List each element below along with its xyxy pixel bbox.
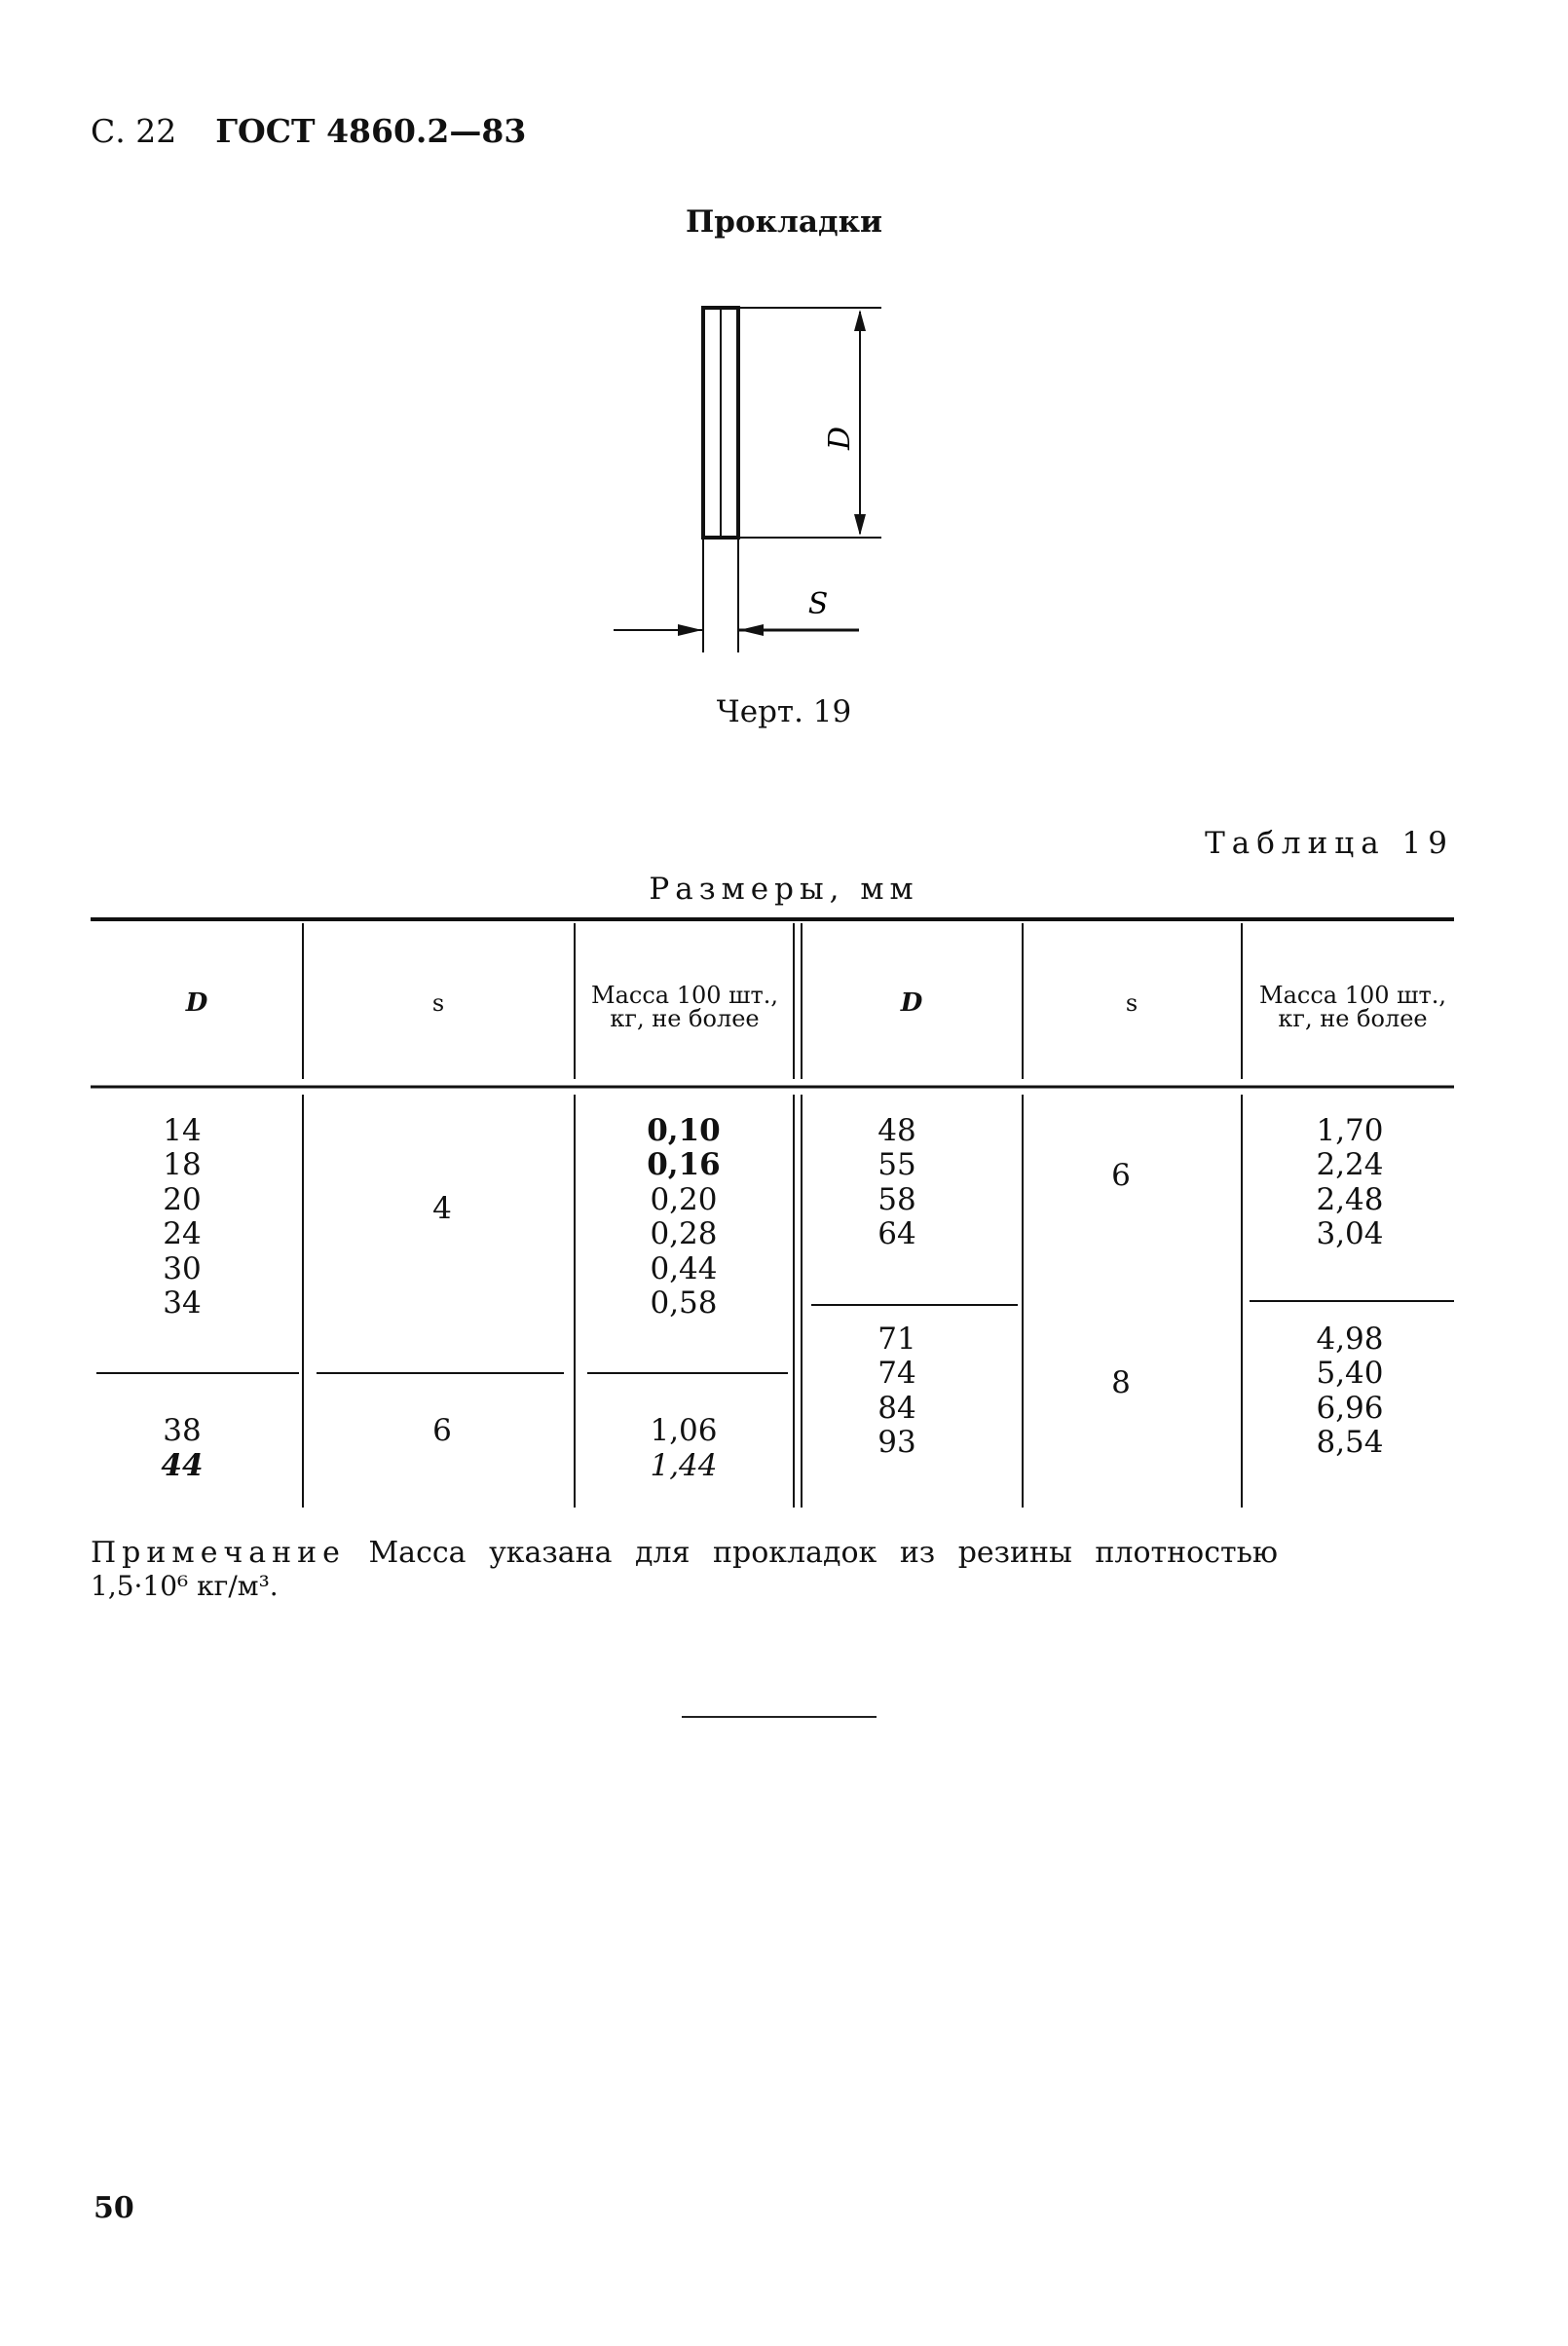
arrow-down-icon [854,514,866,536]
dim-label-s: S [807,587,829,621]
drawing-caption: Черт. 19 [716,694,852,729]
cell-s: 6 [432,1413,452,1448]
cell-d: 14 [163,1113,202,1148]
cell-mass: 2,48 [1316,1182,1384,1217]
cell-d: 44 [161,1448,204,1483]
cell-d: 24 [163,1216,202,1251]
cell-d: 64 [877,1216,916,1251]
cell-mass: 4,98 [1316,1322,1384,1357]
cell-d: 74 [877,1356,916,1391]
cell-mass: 0,44 [650,1251,718,1286]
page-number: 50 [93,2191,134,2225]
table-units: Размеры, мм [649,872,919,907]
section-title: Прокладки [686,205,882,240]
cell-mass: 0,16 [647,1147,721,1182]
cell-mass: 6,96 [1316,1391,1384,1426]
cell-s: 6 [1111,1158,1131,1193]
cell-d: 93 [877,1425,916,1460]
cell-d: 84 [877,1391,916,1426]
cell-mass: 5,40 [1316,1356,1384,1391]
table-title: Таблица 19 [1205,826,1454,861]
cell-mass: 0,10 [647,1113,721,1148]
cell-d: 34 [163,1285,202,1321]
note-text: Масса указана для прокладок из резины плотностью [368,1536,1279,1570]
cell-d: 55 [877,1147,916,1182]
cell-mass: 1,06 [650,1413,718,1448]
cell-d: 30 [163,1251,202,1286]
cell-mass: 3,04 [1316,1216,1384,1251]
cell-d: 20 [163,1182,202,1217]
dim-label-d: D [823,426,857,451]
page-ref: С. 22 [91,112,177,150]
arrow-right-icon [678,624,702,636]
arrow-up-icon [854,310,866,331]
end-rule [682,1716,877,1718]
gasket-drawing [584,292,896,662]
arrow-left-icon [739,624,764,636]
cell-mass: 1,44 [650,1448,718,1483]
cell-mass: 8,54 [1316,1425,1384,1460]
cell-d: 38 [163,1413,202,1448]
header-mass-right: Масса 100 шт., кг, не более [1259,984,1446,1032]
cell-mass: 0,20 [650,1182,718,1217]
data-table [91,915,1474,1519]
header-d-left: D [185,988,208,1018]
header-s-left: s [431,989,445,1017]
header-mass-left: Масса 100 шт., кг, не более [591,984,778,1032]
cell-mass: 0,28 [650,1216,718,1251]
cell-d: 71 [877,1322,916,1357]
cell-d: 48 [877,1113,916,1148]
header-d-right: D [900,988,923,1018]
cell-mass: 0,58 [650,1285,718,1321]
cell-mass: 1,70 [1316,1113,1384,1148]
standard-id: ГОСТ 4860.2—83 [215,112,527,150]
cell-d: 18 [163,1147,202,1182]
cell-s: 4 [432,1191,452,1226]
cell-d: 58 [877,1182,916,1217]
cell-mass: 2,24 [1316,1147,1384,1182]
table-note [91,1537,1464,1569]
note-density: 1,5·10⁶ кг/м³. [91,1570,279,1602]
page-header [91,112,526,150]
header-s-right: s [1125,989,1139,1017]
cell-s: 8 [1111,1365,1131,1400]
note-label: Примечание [91,1536,346,1570]
